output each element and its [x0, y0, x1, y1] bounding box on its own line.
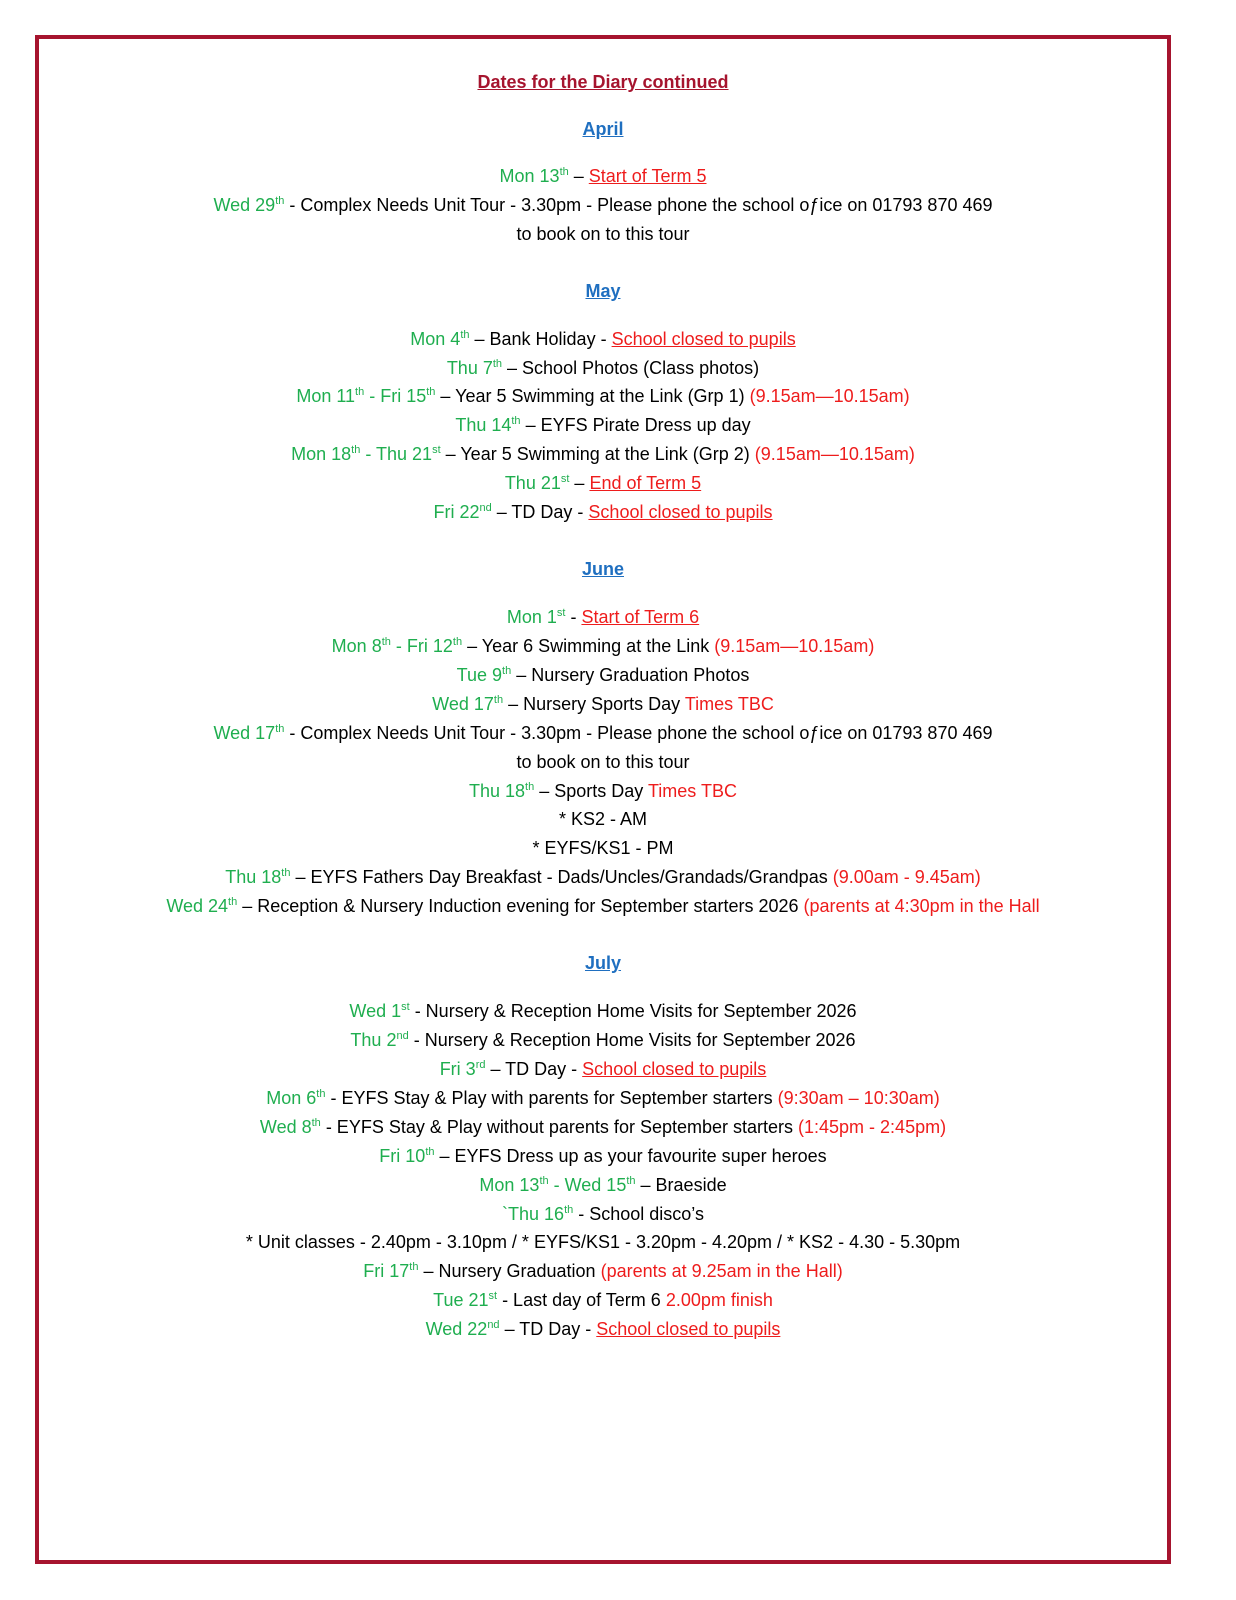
- diary-line: [39, 328, 1167, 350]
- date-suffix: th: [492, 358, 503, 370]
- month-heading-june: June: [581, 559, 624, 579]
- date-suffix: th: [355, 386, 365, 398]
- event-text: – Sports Day: [534, 781, 648, 801]
- date-suffix: st: [432, 444, 441, 456]
- event-text: –: [569, 473, 590, 493]
- diary-line: [39, 1231, 1167, 1253]
- event-date: Thu 18: [469, 781, 526, 801]
- event-end-date: - Wed 15: [548, 1175, 627, 1195]
- event-highlight-underlined: Start of Term 5: [588, 166, 707, 186]
- event-highlight-underlined: School closed to pupils: [611, 329, 796, 349]
- event-text: – Year 5 Swimming at the Link (Grp 1): [435, 386, 750, 406]
- date-suffix: th: [525, 781, 535, 793]
- event-text: – Braeside: [635, 1175, 727, 1195]
- event-date: Mon 18: [291, 444, 352, 464]
- date-suffix: nd: [396, 1030, 409, 1042]
- date-suffix: th: [460, 329, 470, 341]
- event-text: – EYFS Fathers Day Breakfast - Dads/Uncles/Grandads/Grandpas: [290, 867, 833, 887]
- event-highlight-underlined: Start of Term 6: [581, 607, 700, 627]
- event-date: Wed 8: [259, 1117, 312, 1137]
- event-text: – Year 5 Swimming at the Link (Grp 2): [440, 444, 755, 464]
- date-suffix: th: [511, 415, 521, 427]
- event-date: Mon 6: [266, 1088, 317, 1108]
- diary-line: [39, 866, 1167, 888]
- event-date: Thu 21: [504, 473, 561, 493]
- date-suffix: th: [539, 1175, 549, 1187]
- diary-line: [39, 501, 1167, 523]
- event-date: Fri 3: [439, 1059, 476, 1079]
- date-suffix: th: [351, 444, 361, 456]
- event-end-date: - Fri 15: [364, 386, 427, 406]
- event-date: Wed 24: [166, 896, 229, 916]
- event-text: - Nursery & Reception Home Visits for September 2026: [408, 1030, 856, 1050]
- event-highlight-underlined: School closed to pupils: [596, 1319, 781, 1339]
- event-highlight: Times TBC: [684, 694, 774, 714]
- diary-line: [39, 1029, 1167, 1051]
- date-suffix: th: [559, 166, 569, 178]
- event-highlight: Times TBC: [647, 781, 737, 801]
- event-text: * EYFS/KS1 - PM: [532, 838, 674, 858]
- event-date: Mon 4: [410, 329, 461, 349]
- date-suffix: th: [275, 723, 285, 735]
- date-suffix: st: [401, 1001, 410, 1013]
- event-end-date: - Fri 12: [390, 636, 453, 656]
- event-highlight: (1:45pm - 2:45pm): [798, 1117, 947, 1137]
- event-highlight-underlined: School closed to pupils: [582, 1059, 767, 1079]
- event-date: `Thu 16: [502, 1204, 565, 1224]
- diary-line: [39, 1289, 1167, 1311]
- event-text: – TD Day -: [491, 502, 589, 522]
- diary-line: [39, 606, 1167, 628]
- date-suffix: th: [381, 636, 391, 648]
- diary-line: [39, 414, 1167, 436]
- event-highlight: (9.00am - 9.45am): [832, 867, 981, 887]
- diary-line: [39, 165, 1167, 187]
- event-date: Tue 21: [433, 1290, 489, 1310]
- event-date: Mon 11: [296, 386, 356, 406]
- event-date: Thu 14: [455, 415, 512, 435]
- event-text: – Nursery Sports Day: [503, 694, 685, 714]
- date-suffix: st: [556, 607, 566, 619]
- event-text: – Year 6 Swimming at the Link: [462, 636, 715, 656]
- event-text: - Nursery & Reception Home Visits for September 2026: [409, 1001, 857, 1021]
- event-date: Fri 10: [379, 1146, 426, 1166]
- event-date: Fri 22: [433, 502, 480, 522]
- date-suffix: th: [316, 1088, 326, 1100]
- page-border: [35, 35, 1171, 1564]
- event-date: Mon 8: [331, 636, 382, 656]
- event-text: - Complex Needs Unit Tour - 3.30pm - Please phone the school oƒice on 01793 870 469: [284, 723, 993, 743]
- diary-line: [39, 194, 1167, 216]
- date-suffix: th: [564, 1204, 574, 1216]
- event-highlight-underlined: End of Term 5: [589, 473, 702, 493]
- date-suffix: st: [488, 1290, 498, 1302]
- date-suffix: th: [626, 1175, 636, 1187]
- date-suffix: th: [425, 1146, 435, 1158]
- event-highlight: (9.15am—10.15am): [714, 636, 875, 656]
- diary-line: [39, 664, 1167, 686]
- date-suffix: th: [409, 1261, 419, 1273]
- event-date: Thu 2: [350, 1030, 397, 1050]
- event-date: Wed 29: [213, 195, 276, 215]
- date-suffix: th: [502, 665, 512, 677]
- event-text: – Nursery Graduation Photos: [511, 665, 750, 685]
- event-text: - EYFS Stay & Play without parents for September starters: [320, 1117, 799, 1137]
- event-date: Wed 22: [425, 1319, 488, 1339]
- diary-line: [39, 693, 1167, 715]
- date-suffix: th: [311, 1117, 321, 1129]
- event-text: – School Photos (Class photos): [502, 358, 760, 378]
- diary-line: [39, 722, 1167, 744]
- event-date: Thu 18: [225, 867, 282, 887]
- page-title: Dates for the Diary continued: [477, 72, 729, 92]
- event-highlight: (parents at 4:30pm in the Hall: [803, 896, 1040, 916]
- month-heading-april: April: [582, 119, 624, 139]
- diary-line: [39, 780, 1167, 802]
- diary-line: [39, 837, 1167, 859]
- event-text: -: [565, 607, 582, 627]
- diary-line: [39, 1174, 1167, 1196]
- event-highlight: (9:30am – 10:30am): [777, 1088, 940, 1108]
- diary-line: [39, 1000, 1167, 1022]
- event-text: - Complex Needs Unit Tour - 3.30pm - Please phone the school oƒice on 01793 870 469: [284, 195, 993, 215]
- event-text: – TD Day -: [485, 1059, 583, 1079]
- date-suffix: th: [493, 694, 504, 706]
- month-heading-july: July: [584, 953, 622, 973]
- event-text: - EYFS Stay & Play with parents for September starters: [325, 1088, 778, 1108]
- diary-line: [39, 1203, 1167, 1225]
- event-text: – Nursery Graduation: [418, 1261, 601, 1281]
- event-text: * Unit classes - 2.40pm - 3.10pm / * EYFS/KS1 - 3.20pm - 4.20pm / * KS2 - 4.30 - 5.30pm: [245, 1232, 961, 1252]
- event-text: to book on to this tour: [516, 752, 690, 772]
- diary-line: [39, 751, 1167, 773]
- date-suffix: st: [560, 473, 570, 485]
- diary-line: [39, 357, 1167, 379]
- diary-line: [39, 895, 1167, 917]
- date-suffix: rd: [475, 1059, 486, 1071]
- event-date: Wed 17: [213, 723, 276, 743]
- diary-line: [39, 223, 1167, 245]
- event-highlight-underlined: School closed to pupils: [588, 502, 773, 522]
- event-date: Thu 7: [446, 358, 493, 378]
- event-text: – EYFS Pirate Dress up day: [520, 415, 751, 435]
- date-suffix: th: [281, 867, 291, 879]
- event-text: – Reception & Nursery Induction evening for September starters 2026: [237, 896, 804, 916]
- event-highlight: (9.15am—10.15am): [754, 444, 915, 464]
- event-date: Mon 13: [499, 166, 560, 186]
- event-date: Tue 9: [456, 665, 503, 685]
- event-date: Wed 1: [349, 1001, 402, 1021]
- event-end-date: - Thu 21: [360, 444, 433, 464]
- date-suffix: th: [275, 195, 285, 207]
- diary-line: [39, 635, 1167, 657]
- diary-line: [39, 385, 1167, 407]
- diary-line: [39, 1087, 1167, 1109]
- date-suffix: th: [426, 386, 436, 398]
- date-suffix: th: [452, 636, 463, 648]
- event-highlight: (9.15am—10.15am): [749, 386, 910, 406]
- event-text: – Bank Holiday -: [469, 329, 612, 349]
- event-date: Mon 13: [479, 1175, 540, 1195]
- diary-line: [39, 1058, 1167, 1080]
- date-suffix: nd: [487, 1319, 500, 1331]
- event-text: to book on to this tour: [516, 224, 690, 244]
- event-date: Wed 17: [432, 694, 494, 714]
- event-text: – TD Day -: [499, 1319, 597, 1339]
- event-text: – EYFS Dress up as your favourite super heroes: [434, 1146, 827, 1166]
- diary-line: [39, 1260, 1167, 1282]
- event-text: - Last day of Term 6: [497, 1290, 666, 1310]
- diary-line: [39, 443, 1167, 465]
- event-text: –: [568, 166, 589, 186]
- date-suffix: th: [228, 896, 238, 908]
- diary-line: [39, 808, 1167, 830]
- diary-line: [39, 1318, 1167, 1340]
- diary-line: [39, 1116, 1167, 1138]
- event-highlight: (parents at 9.25am in the Hall): [600, 1261, 843, 1281]
- diary-line: [39, 1145, 1167, 1167]
- event-date: Mon 1: [506, 607, 557, 627]
- event-highlight: 2.00pm finish: [665, 1290, 773, 1310]
- event-text: - School disco’s: [573, 1204, 704, 1224]
- month-heading-may: May: [585, 281, 621, 301]
- date-suffix: nd: [479, 502, 492, 514]
- event-text: * KS2 - AM: [558, 809, 648, 829]
- event-date: Fri 17: [363, 1261, 410, 1281]
- diary-line: [39, 472, 1167, 494]
